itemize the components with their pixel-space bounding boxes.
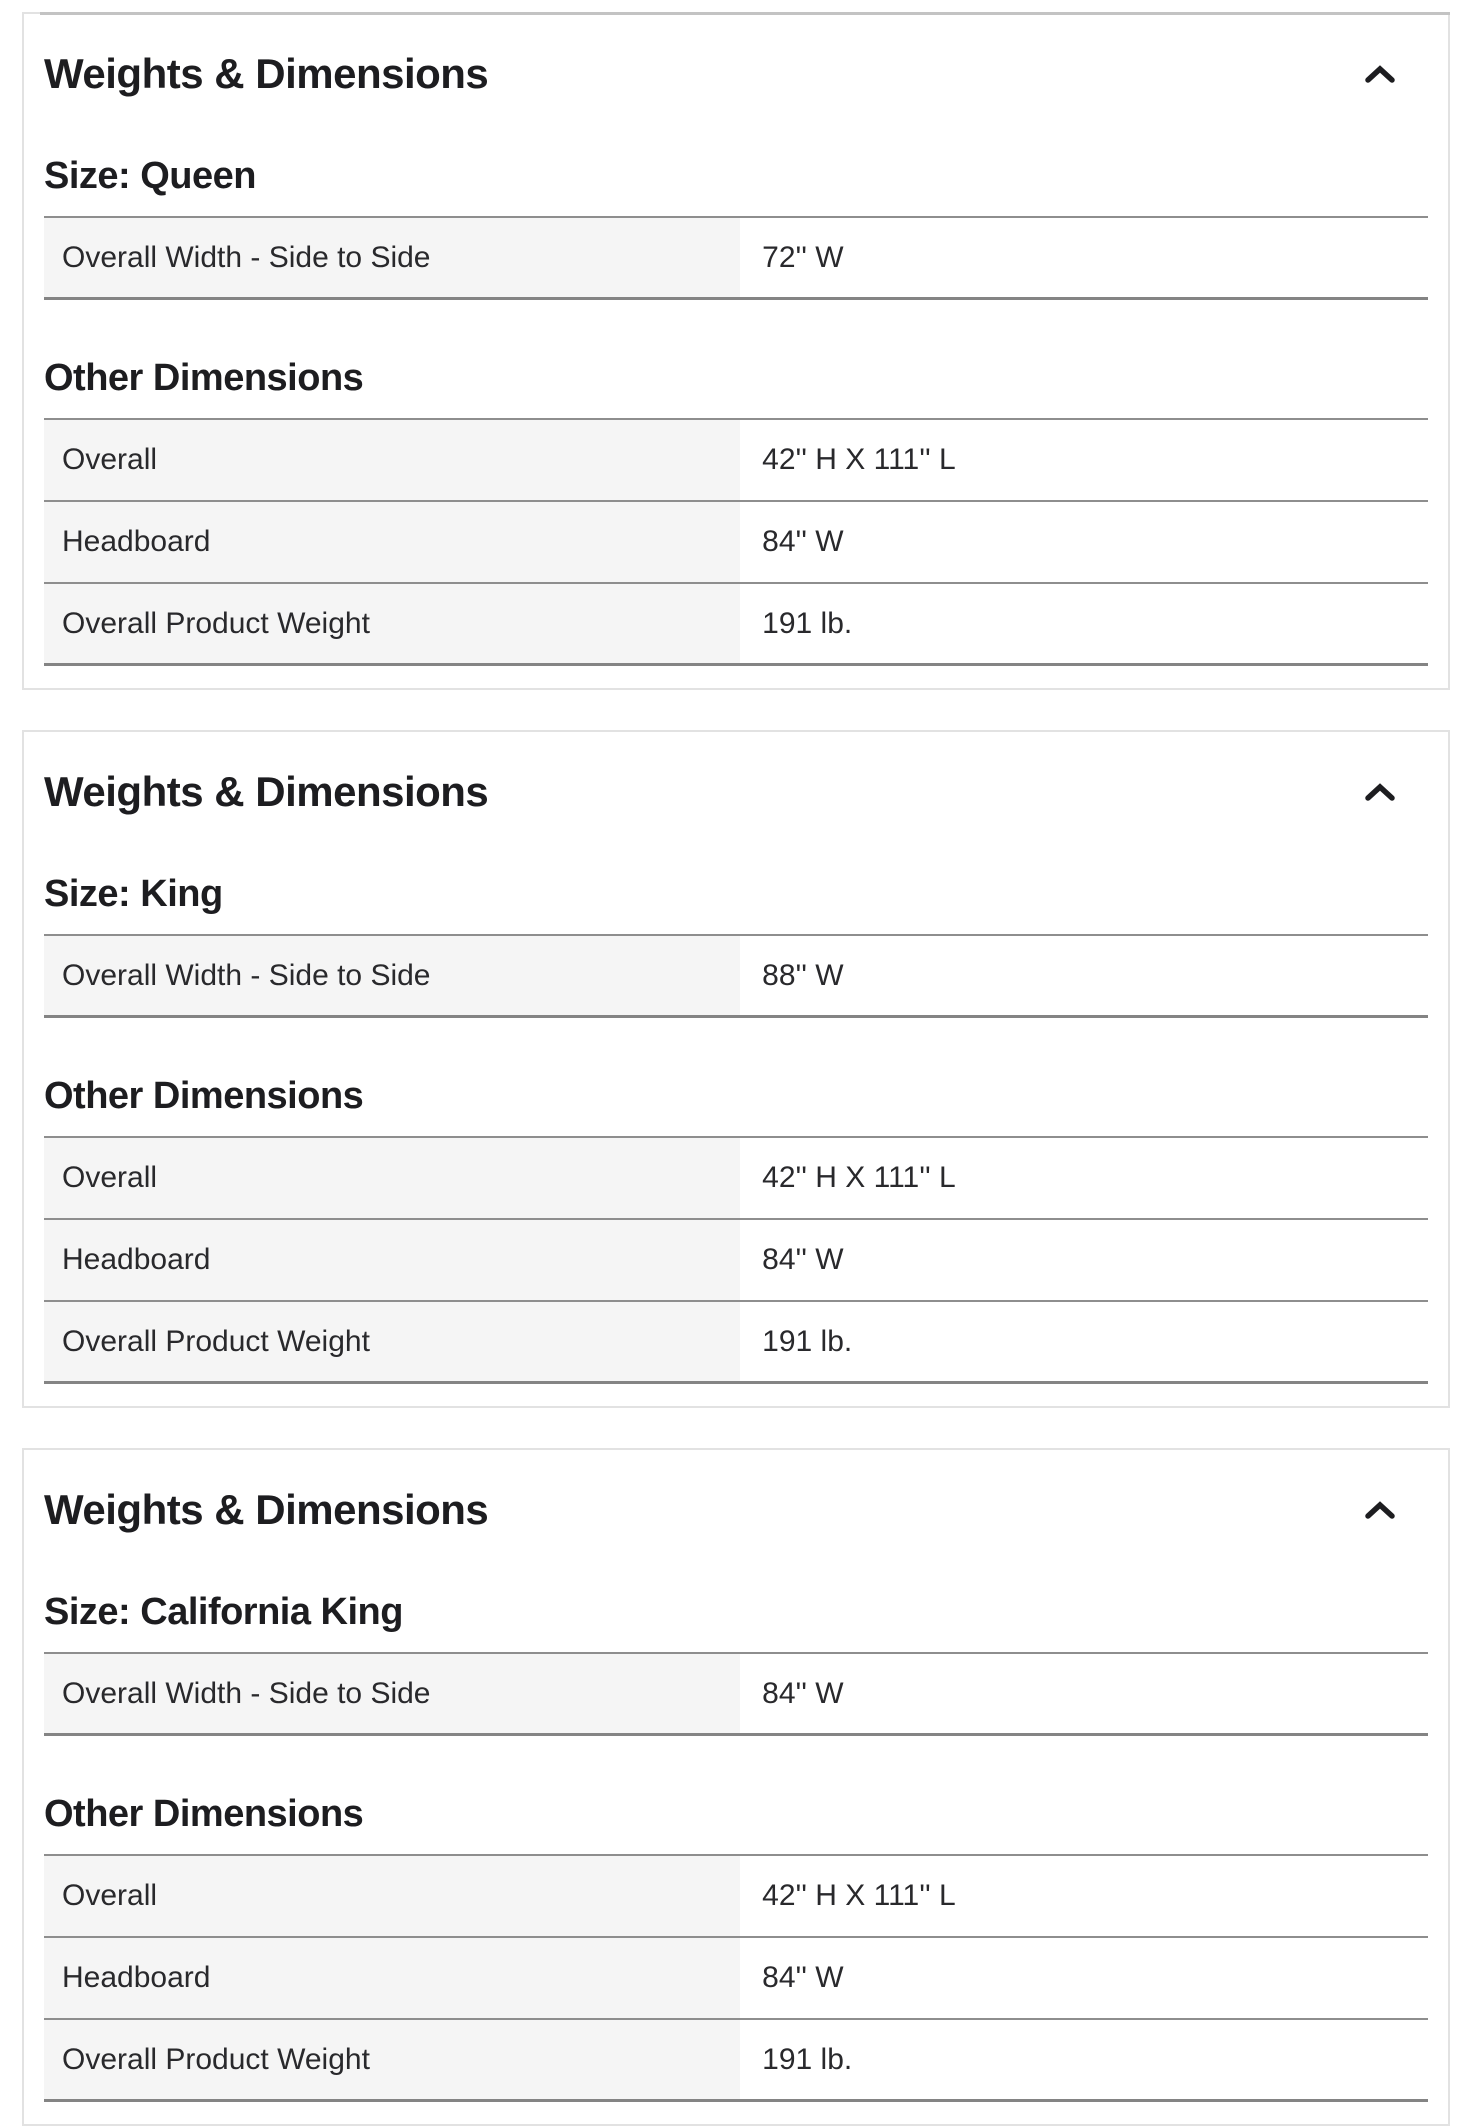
chevron-up-icon	[1364, 783, 1396, 802]
row-label: Headboard	[44, 1938, 740, 2018]
table-row	[44, 936, 1428, 1018]
accordion-header[interactable]	[44, 1486, 1428, 1534]
other-dimensions-heading: Other Dimensions	[44, 1793, 364, 1835]
collapse-button[interactable]	[1356, 1490, 1404, 1530]
row-label: Headboard	[44, 502, 740, 582]
other-dimensions-heading: Other Dimensions	[44, 1075, 364, 1117]
table-row	[44, 1138, 1428, 1220]
section-title: Weights & Dimensions	[44, 1486, 489, 1533]
other-dimensions-heading: Other Dimensions	[44, 357, 364, 399]
row-label: Overall Product Weight	[44, 2020, 740, 2099]
table-row	[44, 1302, 1428, 1384]
weights-dimensions-card-queen	[22, 12, 1450, 690]
row-label: Overall	[44, 420, 740, 500]
other-dimensions-table	[44, 1136, 1428, 1384]
row-value: 191 lb.	[740, 2020, 1428, 2099]
row-value: 42'' H X 111'' L	[740, 420, 1428, 500]
size-heading: Size: King	[44, 873, 223, 915]
chevron-up-icon	[1364, 1501, 1396, 1520]
table-row	[44, 502, 1428, 584]
row-label: Overall Product Weight	[44, 584, 740, 663]
table-row	[44, 2020, 1428, 2102]
table-row	[44, 1938, 1428, 2020]
collapse-button[interactable]	[1356, 772, 1404, 812]
row-label: Overall Width - Side to Side	[44, 218, 740, 297]
accordion-header[interactable]	[44, 768, 1428, 816]
table-row	[44, 1220, 1428, 1302]
size-table	[44, 1652, 1428, 1736]
collapse-button[interactable]	[1356, 54, 1404, 94]
size-heading: Size: California King	[44, 1591, 403, 1633]
table-row	[44, 420, 1428, 502]
weights-dimensions-card-california-king	[22, 1448, 1450, 2126]
size-table	[44, 934, 1428, 1018]
row-value: 84'' W	[740, 1654, 1428, 1733]
row-value: 42'' H X 111'' L	[740, 1138, 1428, 1218]
row-label: Overall Product Weight	[44, 1302, 740, 1381]
table-row	[44, 1654, 1428, 1736]
chevron-up-icon	[1364, 65, 1396, 84]
row-value: 42'' H X 111'' L	[740, 1856, 1428, 1936]
row-label: Headboard	[44, 1220, 740, 1300]
row-value: 84'' W	[740, 1938, 1428, 2018]
section-title: Weights & Dimensions	[44, 50, 489, 97]
table-row	[44, 1856, 1428, 1938]
weights-dimensions-card-king	[22, 730, 1450, 1408]
row-label: Overall Width - Side to Side	[44, 936, 740, 1015]
size-heading: Size: Queen	[44, 155, 256, 197]
other-dimensions-table	[44, 418, 1428, 666]
row-label: Overall Width - Side to Side	[44, 1654, 740, 1733]
table-row	[44, 218, 1428, 300]
other-dimensions-table	[44, 1854, 1428, 2102]
row-value: 84'' W	[740, 1220, 1428, 1300]
row-label: Overall	[44, 1138, 740, 1218]
section-title: Weights & Dimensions	[44, 768, 489, 815]
row-value: 72'' W	[740, 218, 1428, 297]
row-value: 191 lb.	[740, 1302, 1428, 1381]
size-table	[44, 216, 1428, 300]
row-value: 88'' W	[740, 936, 1428, 1015]
row-value: 84'' W	[740, 502, 1428, 582]
row-label: Overall	[44, 1856, 740, 1936]
accordion-header[interactable]	[44, 50, 1428, 98]
table-row	[44, 584, 1428, 666]
row-value: 191 lb.	[740, 584, 1428, 663]
